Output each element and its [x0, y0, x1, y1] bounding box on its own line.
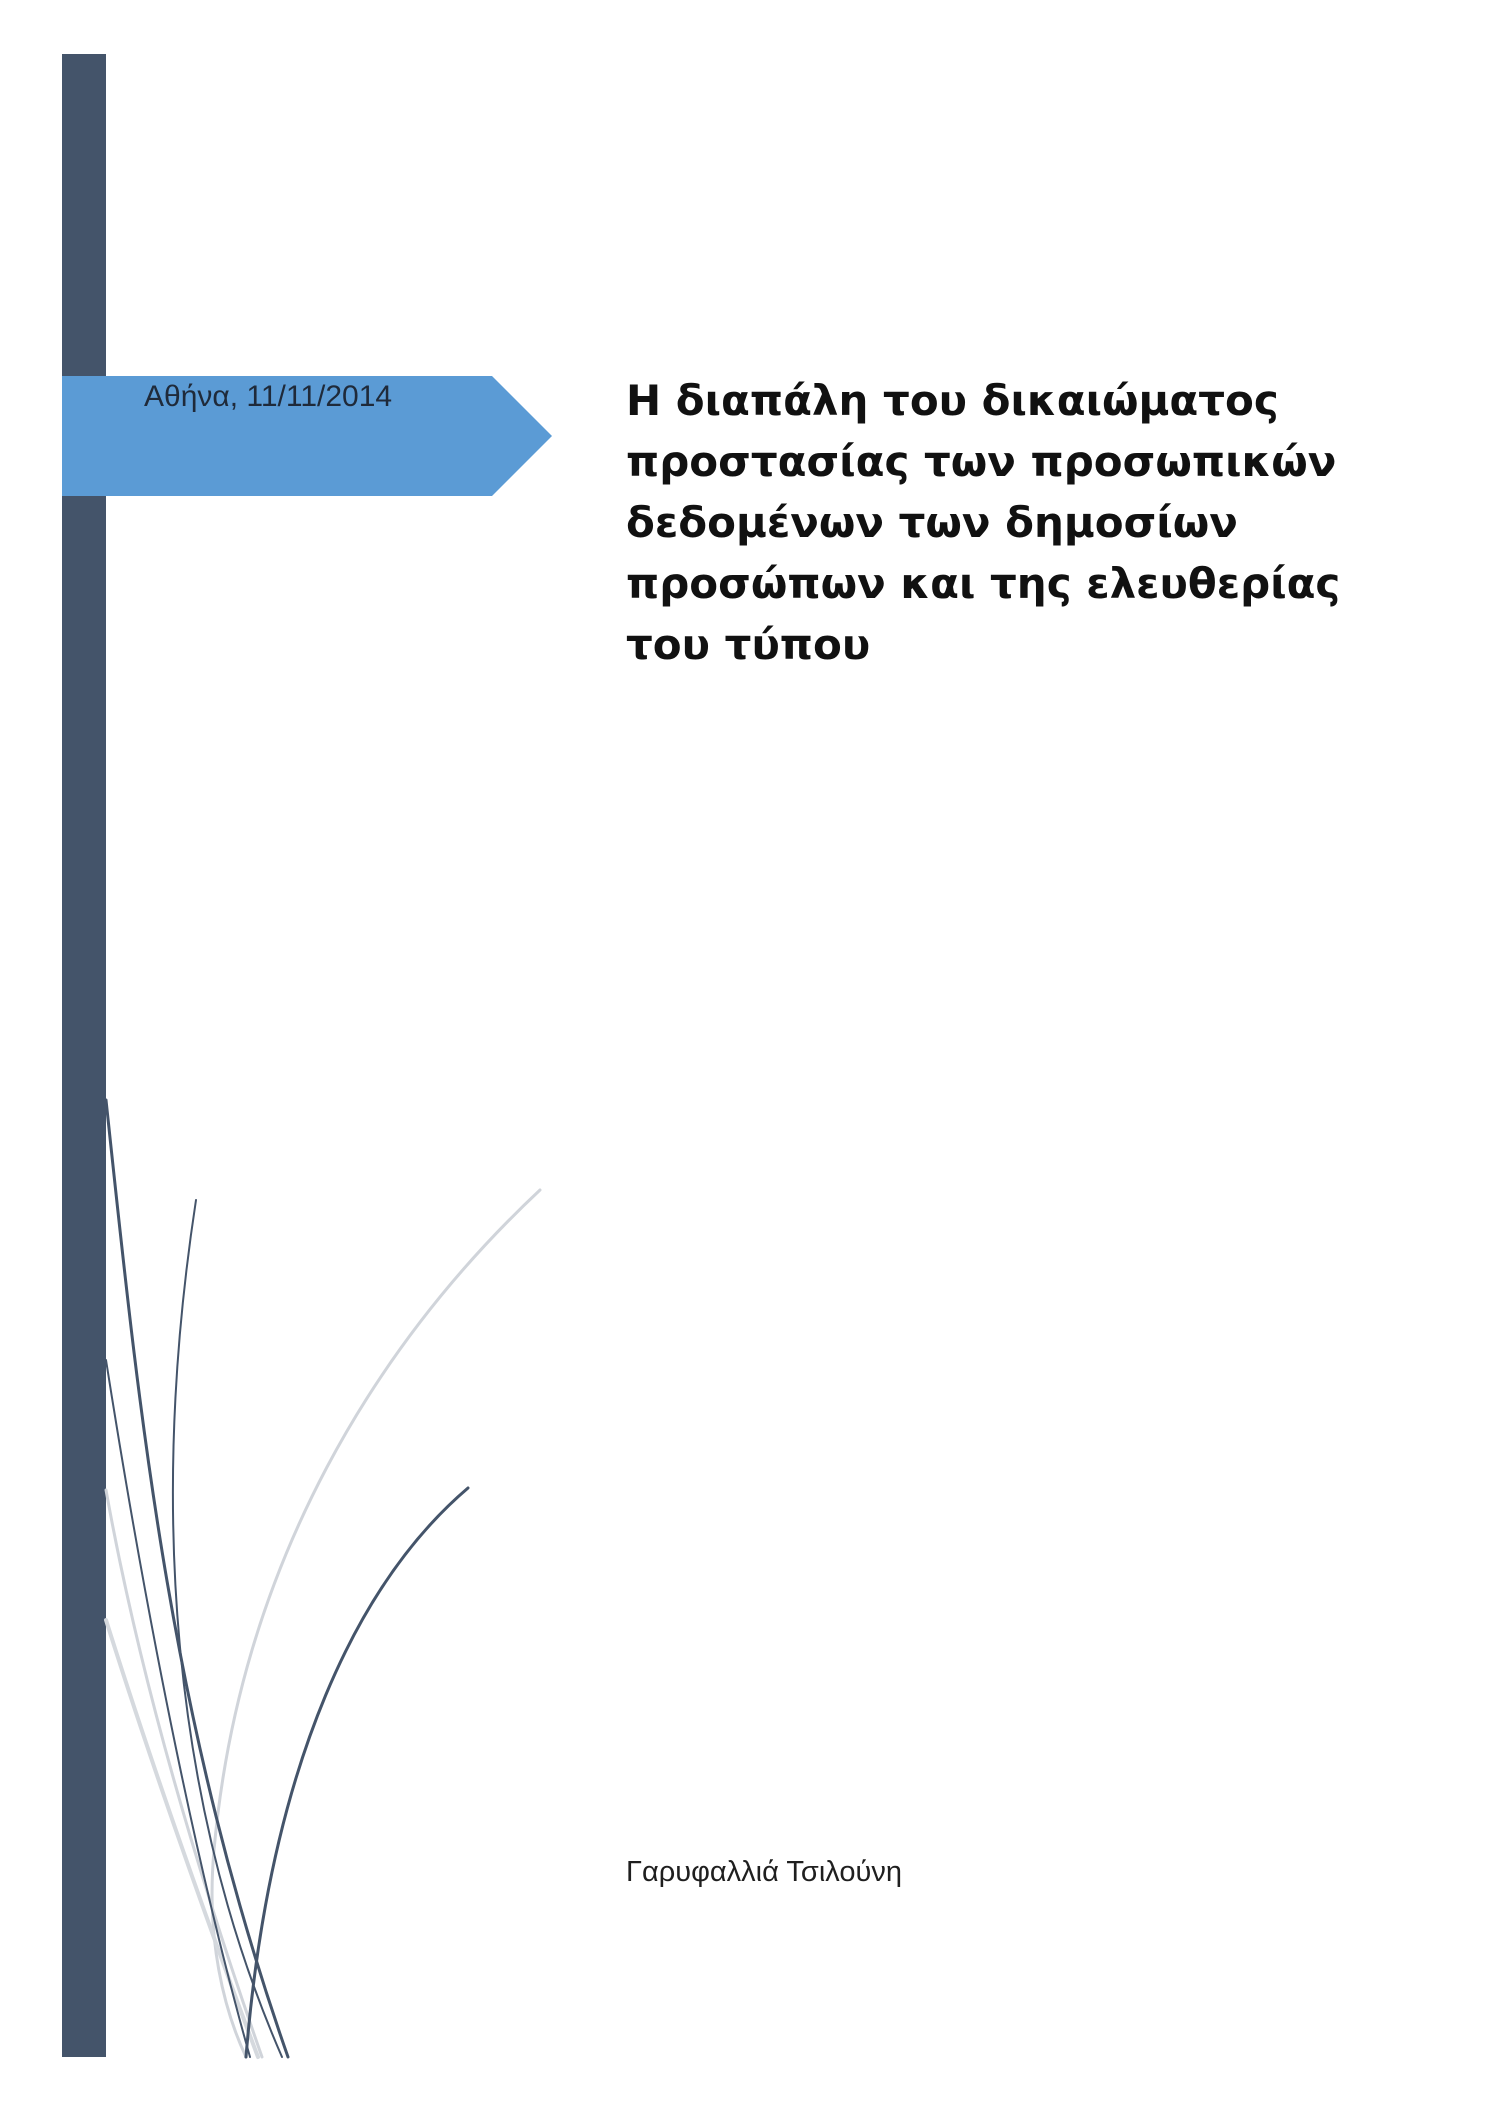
- title-line: προσώπων και της ελευθερίας: [626, 559, 1341, 608]
- title-line: του τύπου: [626, 620, 871, 669]
- document-title: [626, 370, 1386, 675]
- author-name: Γαρυφαλλιά Τσιλούνη: [626, 1856, 902, 1888]
- decor-curve-dark-4: [106, 1360, 250, 2057]
- title-line: προστασίας των προσωπικών: [626, 437, 1337, 486]
- title-line: Η διαπάλη του δικαιώματος: [626, 376, 1279, 425]
- title-line: δεδομένων των δημοσίων: [626, 498, 1238, 547]
- decor-curve-dark-2: [173, 1200, 282, 2057]
- decor-curve-light-1: [106, 1490, 262, 2057]
- decor-curve-dark-1: [106, 1100, 288, 2057]
- date-banner: [62, 376, 552, 496]
- date-label: Αθήνα, 11/11/2014: [144, 380, 393, 413]
- decor-curve-light-3: [106, 1620, 258, 2057]
